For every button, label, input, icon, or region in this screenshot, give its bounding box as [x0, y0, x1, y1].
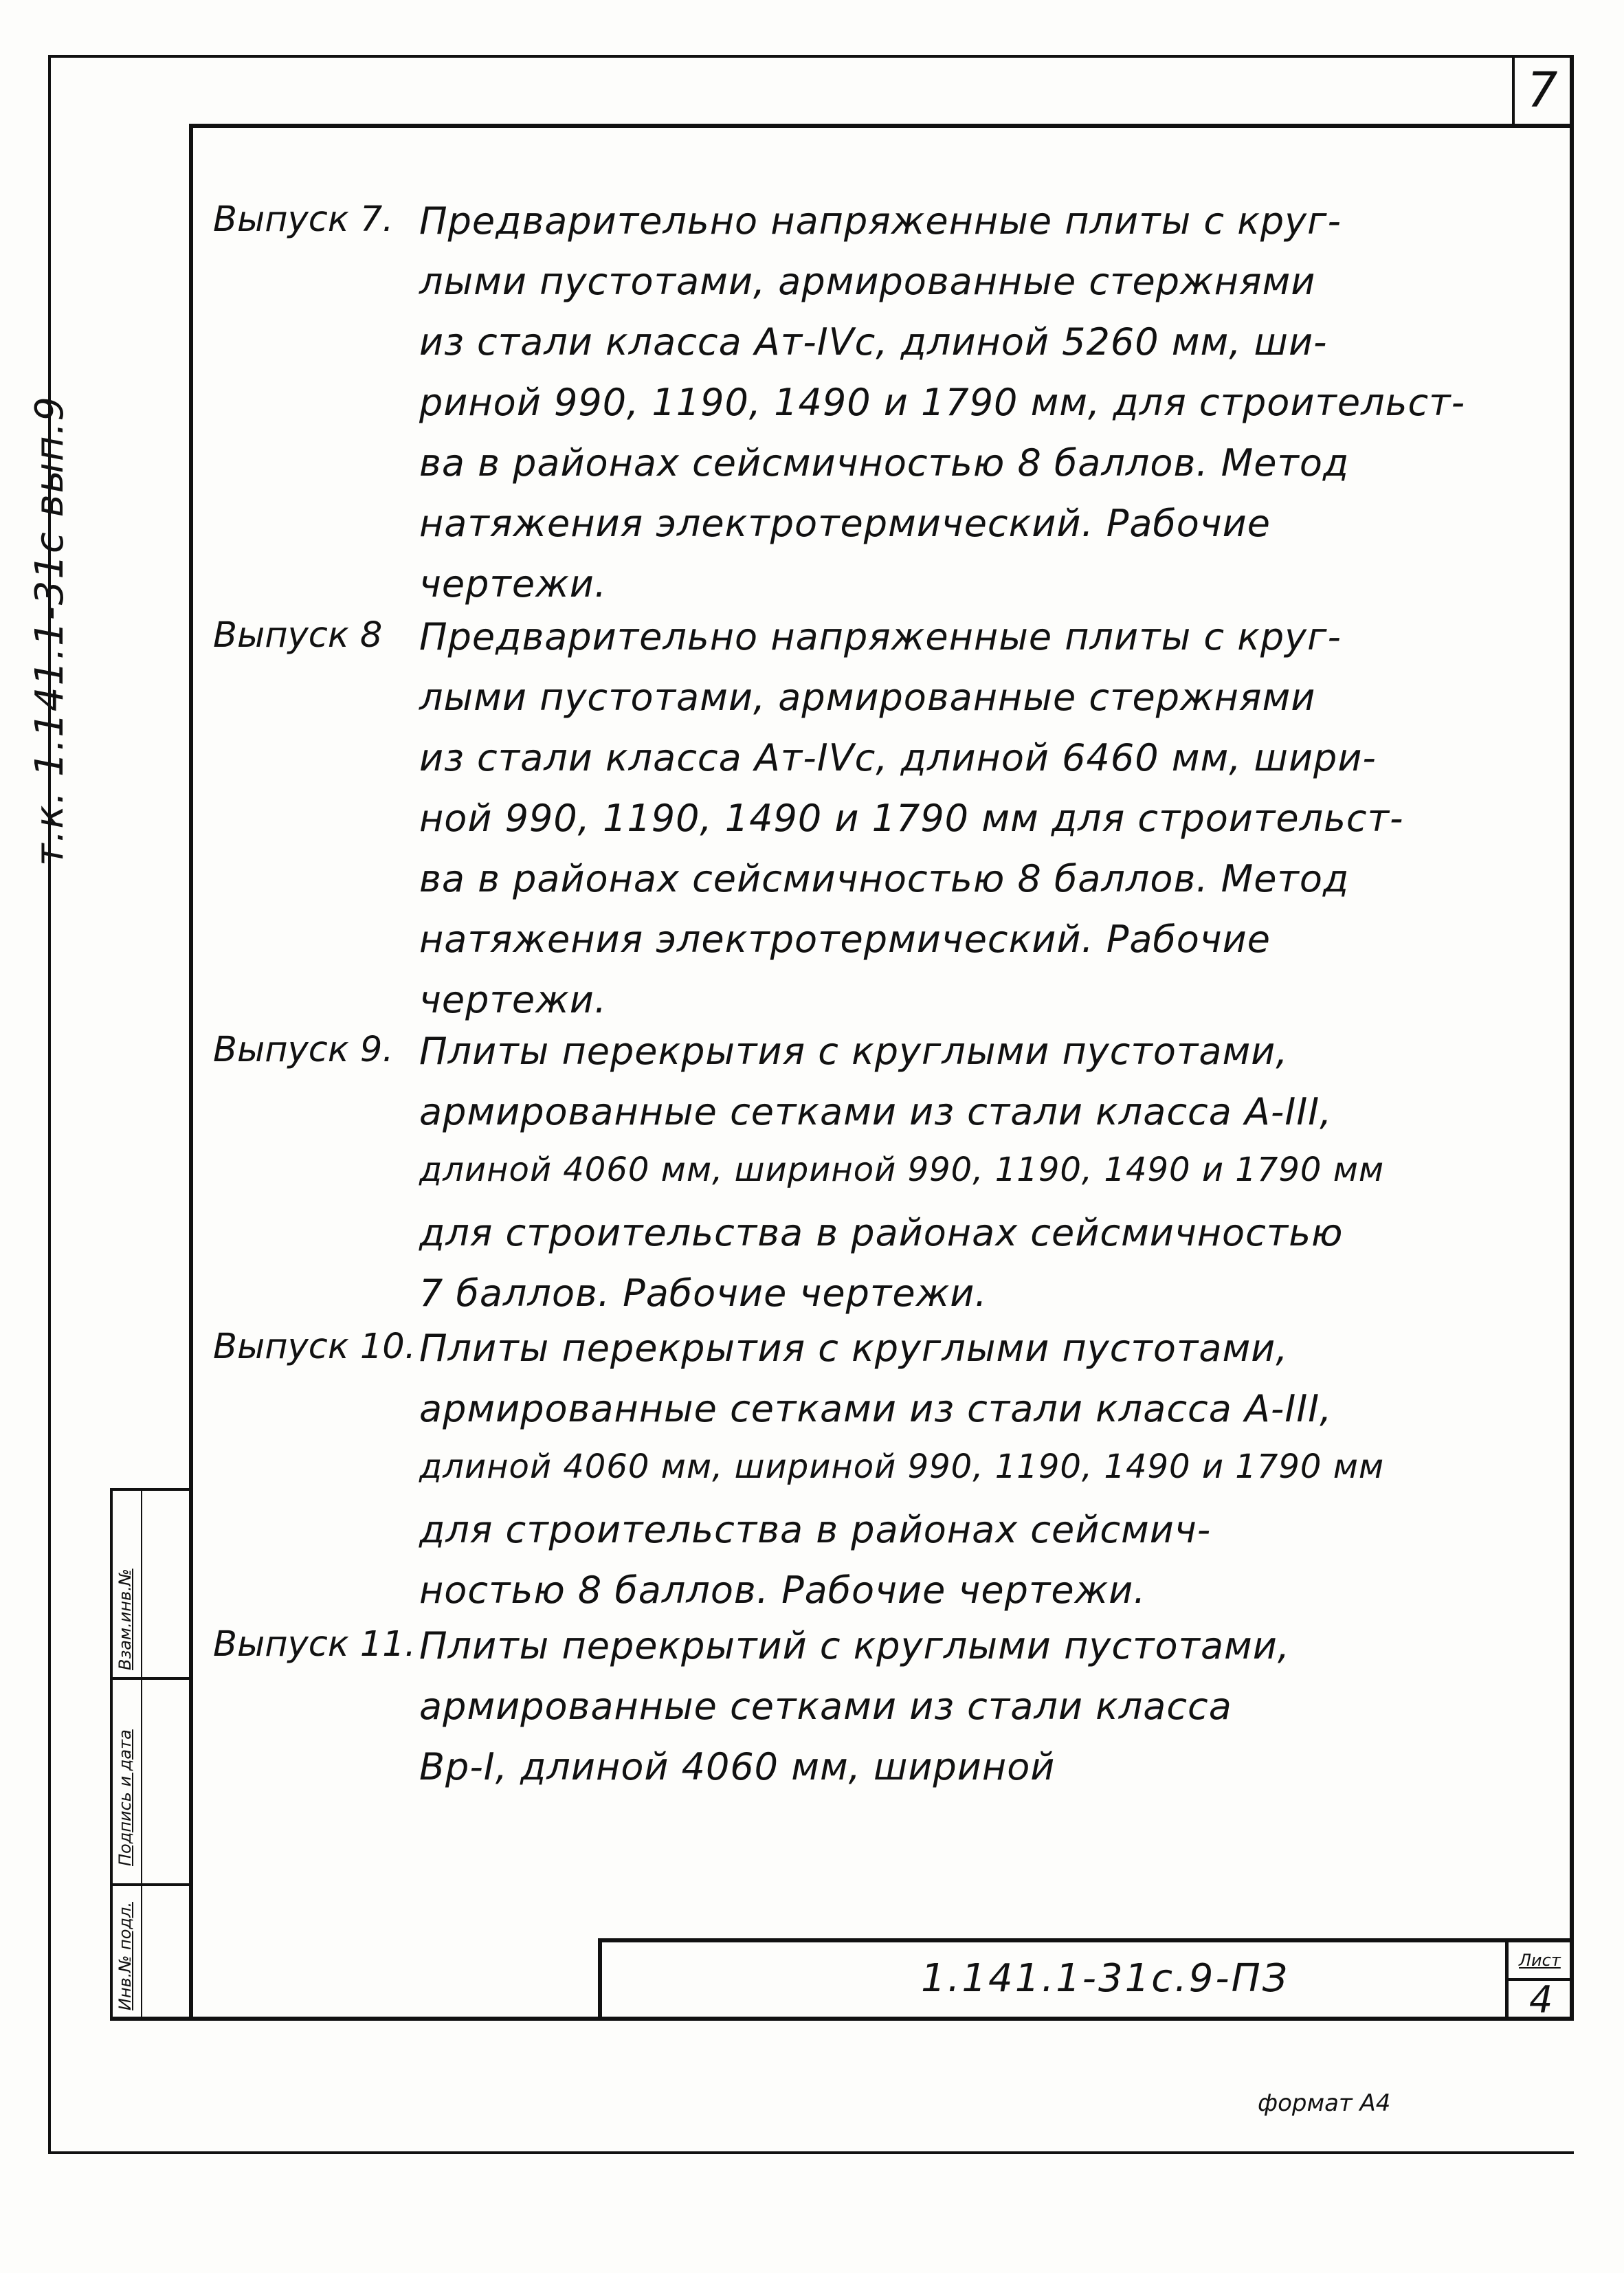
- entry-line: ностью 8 баллов. Рабочие чертежи.: [419, 1568, 1146, 1612]
- entry-label: Выпуск 7.: [213, 199, 394, 240]
- entry-line: 7 баллов. Рабочие чертежи.: [419, 1272, 988, 1315]
- corner-number: 7: [1527, 62, 1558, 118]
- sheet-label: Лист: [1519, 1951, 1561, 1970]
- entry-line: чертежи.: [419, 978, 607, 1021]
- entry-line: из стали класса Ат-IVс, длиной 6460 мм, шири-: [419, 736, 1377, 779]
- title-block-left: [598, 1938, 602, 2021]
- entry-line: Предварительно напряженные плиты с круг-: [419, 199, 1342, 243]
- entry-label: Выпуск 10.: [213, 1327, 416, 1367]
- outer-frame-bottom: [48, 2151, 1574, 2154]
- stamp-strip-left: [110, 1488, 113, 2021]
- entry-line: натяжения электротермический. Рабочие: [419, 502, 1271, 545]
- entry-line: Предварительно напряженные плиты с круг-: [419, 615, 1342, 658]
- outer-frame-top: [48, 55, 1574, 58]
- entry-label: Выпуск 9.: [213, 1030, 394, 1070]
- stamp-strip-inner: [141, 1488, 142, 2021]
- stamp-label-replacement-inventory: Взам.инв.№: [115, 1568, 135, 1670]
- entry-line: чертежи.: [419, 562, 607, 606]
- entry-line: армированные сетками из стали класса: [419, 1685, 1232, 1728]
- corner-box-left: [1512, 55, 1515, 126]
- entry-line: ной 990, 1190, 1490 и 1790 мм для строительст-: [419, 797, 1404, 840]
- entry-line: лыми пустотами, армированные стержнями: [419, 260, 1316, 303]
- entry-line: Плиты перекрытий с круглыми пустотами,: [419, 1624, 1291, 1667]
- stamp-label-signature-date: Подпись и дата: [115, 1729, 135, 1866]
- entry-line: натяжения электротермический. Рабочие: [419, 918, 1271, 961]
- entry-label: Выпуск 11.: [213, 1624, 416, 1665]
- format-label: формат А4: [1258, 2089, 1391, 2117]
- stamp-strip-divider-1: [110, 1677, 191, 1680]
- entry-line: из стали класса Ат-IVc, длиной 5260 мм, ши-: [419, 320, 1328, 364]
- inner-frame-bottom: [110, 2017, 1574, 2021]
- sheet-number: 4: [1529, 1978, 1553, 2021]
- entry-line: армированные сетками из стали класса А-III,: [419, 1090, 1333, 1133]
- inner-frame-top: [189, 124, 1574, 128]
- entry-line: риной 990, 1190, 1490 и 1790 мм, для строительст-: [419, 381, 1466, 424]
- title-block-top: [598, 1938, 1574, 1942]
- entry-line: Плиты перекрытия с круглыми пустотами,: [419, 1327, 1289, 1370]
- entry-line: длиной 4060 мм, шириной 990, 1190, 1490 и 1790 мм: [419, 1151, 1385, 1189]
- entry-line: для строительства в районах сейсмичностью: [419, 1211, 1344, 1254]
- entry-line: Плиты перекрытия с круглыми пустотами,: [419, 1030, 1289, 1073]
- inner-frame-right: [1570, 55, 1574, 2021]
- entry-label: Выпуск 8: [213, 615, 383, 656]
- entry-line: длиной 4060 мм, шириной 990, 1190, 1490 и 1790 мм: [419, 1448, 1385, 1486]
- outer-frame-left: [48, 55, 51, 2151]
- document-code: 1.141.1-31с.9-ПЗ: [921, 1956, 1289, 2001]
- entry-line: Вр-I, длиной 4060 мм, шириной: [419, 1745, 1056, 1788]
- inner-frame-left: [189, 124, 193, 2021]
- entry-line: лыми пустотами, армированные стержнями: [419, 676, 1316, 719]
- side-title: т.к. 1.141.1-31с вып.9: [27, 395, 72, 866]
- stamp-label-original-inventory: Инв.№ подл.: [115, 1902, 135, 2010]
- stamp-strip-top: [110, 1488, 191, 1491]
- entry-line: для строительства в районах сейсмич-: [419, 1508, 1212, 1551]
- stamp-strip-divider-2: [110, 1883, 191, 1886]
- entry-line: ва в районах сейсмичностью 8 баллов. Метод: [419, 857, 1350, 900]
- entry-line: ва в районах сейсмичностью 8 баллов. Метод: [419, 441, 1350, 485]
- entry-line: армированные сетками из стали класса А-III,: [419, 1387, 1333, 1430]
